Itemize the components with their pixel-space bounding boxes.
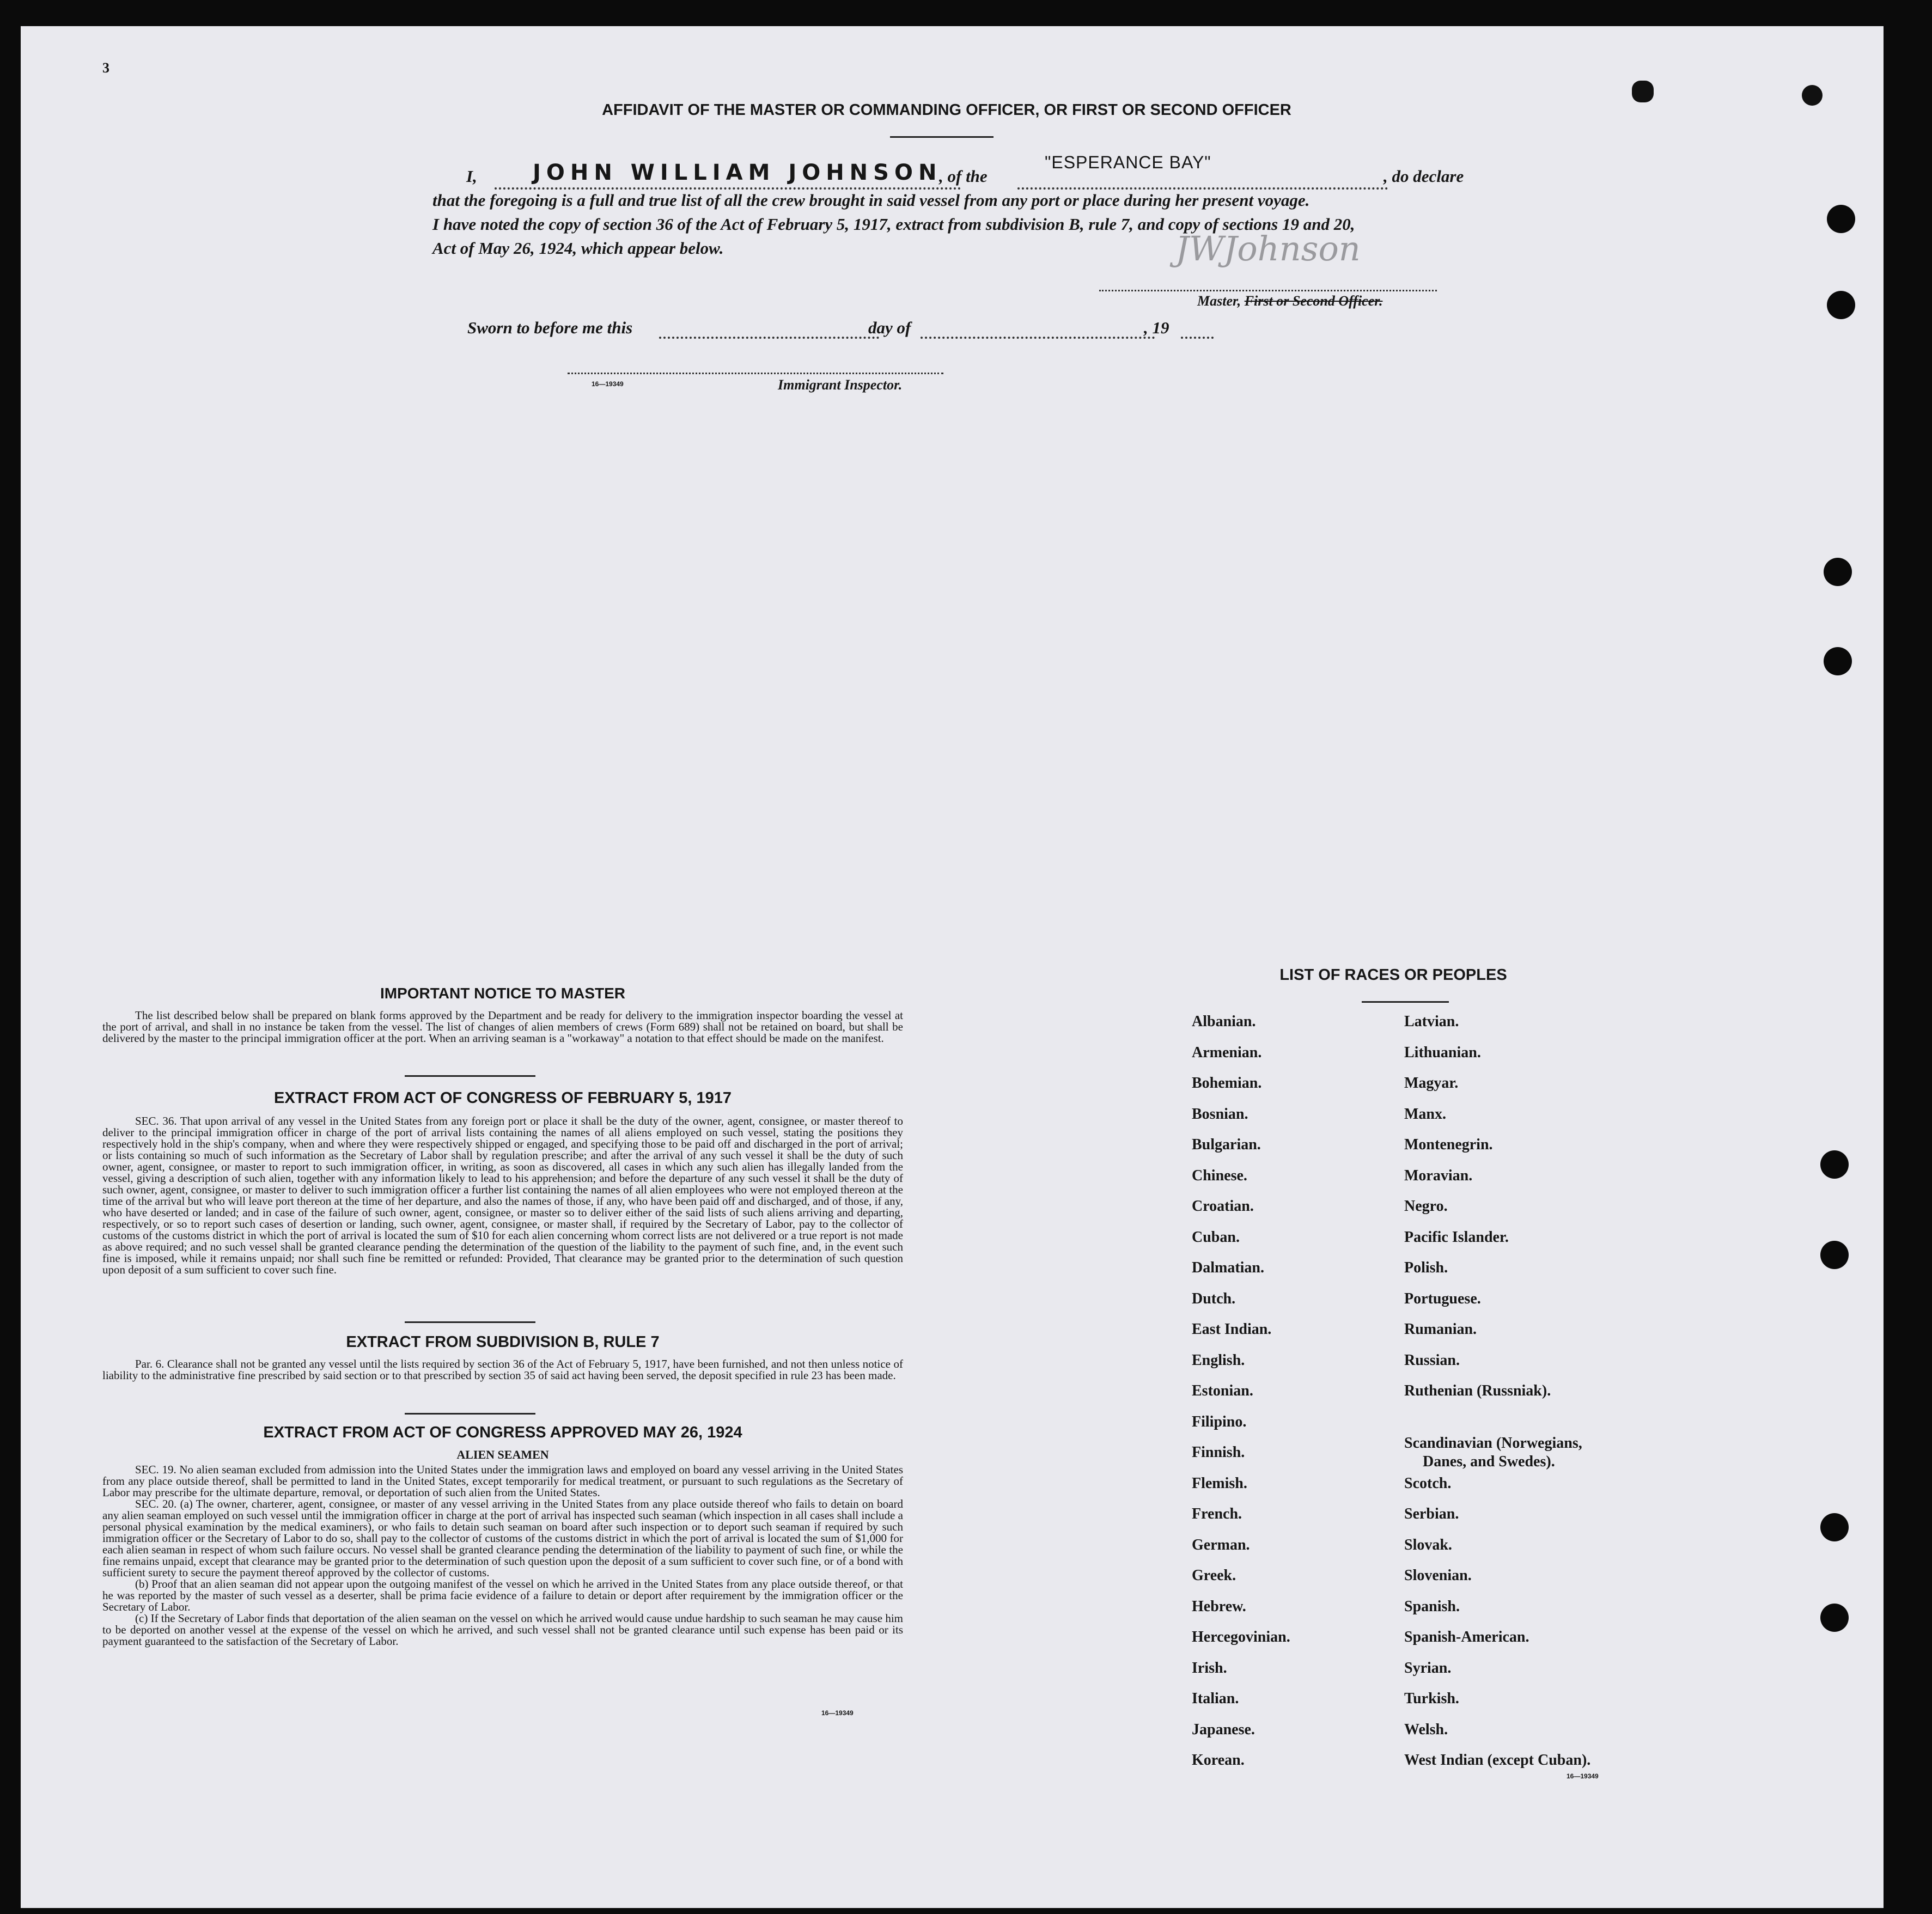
race-item: Slovak. [1404, 1536, 1452, 1553]
races-underline [1362, 1001, 1449, 1003]
race-item: Estonian. [1192, 1382, 1253, 1399]
race-item: Greek. [1192, 1567, 1236, 1584]
punch-hole [1820, 1604, 1849, 1632]
sec20b-text: (b) Proof that an alien seaman did not appear upon the outgoing manifest of the vessel on which he arrived in the United States from any place outside thereof, or that he was reported by the master of such vessel as a deserter, shall be prima facie evidence of a failure to detain or deport after requirement by the immigration officer or the Secretary of Labor. [102, 1577, 903, 1613]
race-item: Spanish. [1404, 1598, 1460, 1615]
race-item: Slovenian. [1404, 1567, 1472, 1584]
race-item: Ruthenian (Russniak). [1404, 1382, 1551, 1399]
extract-1924-body [102, 1464, 903, 1647]
inspector-line [568, 373, 943, 374]
race-item: Scandinavian (Norwegians, [1404, 1435, 1582, 1452]
race-item: Montenegrin. [1404, 1136, 1493, 1153]
punch-hole [1820, 1513, 1849, 1541]
races-title: LIST OF RACES OR PEOPLES [1279, 966, 1507, 984]
affidavit-i: I, [466, 167, 477, 186]
master-label [1197, 293, 1382, 309]
affidavit-line2: that the foregoing is a full and true list of all the crew brought in said vessel from any port or place during her present voyage. [432, 191, 1310, 210]
extract-1917-body [102, 1116, 903, 1276]
race-item: Cuban. [1192, 1228, 1240, 1246]
race-item: Italian. [1192, 1690, 1239, 1707]
race-item: Scotch. [1404, 1474, 1452, 1492]
race-item: Chinese. [1192, 1167, 1247, 1184]
section-divider [405, 1321, 535, 1323]
notice-body [102, 1010, 903, 1044]
race-item: Filipino. [1192, 1413, 1247, 1430]
race-item: Pacific Islander. [1404, 1228, 1509, 1246]
affidavit-line3: I have noted the copy of section 36 of the Act of February 5, 1917, extract from subdivision B, rule 7, and copy of sections 19 and 20, [432, 215, 1355, 234]
affidavit-of-the: , of the [939, 167, 988, 186]
master-name: JOHN WILLIAM JOHNSON [533, 160, 942, 185]
extract-rule7-body [102, 1358, 903, 1381]
race-item: Flemish. [1192, 1474, 1247, 1492]
race-item: Korean. [1192, 1752, 1245, 1769]
section-divider [405, 1075, 535, 1077]
punch-hole [1827, 205, 1855, 233]
sec36-text: SEC. 36. That upon arrival of any vessel in the United States from any foreign port or place it shall be the duty of the owner, agent, consignee, or master thereof to deliver to the principal immigration officer in charge of the port of arrival lists containing the names of all aliens employed on such vessel, stating the positions they respectively hold in the ship's company, when and where they were respectively shipped or engaged, and specifying those to be paid off and discharged in the port of arrival; or lists containing so much of such information as the Secretary of Labor shall by regulation prescribe; and after the arrival of any such vessel it shall be the duty of such owner, agent, consignee, or master to report to such immigration officer, in writing, as soon as discovered, all cases in which any such alien has illegally landed from the vessel, giving a description of such alien, together with any information likely to lead to his apprehension; and before the departure of any such vessel it shall be the duty of such owner, agent, consignee, or master to deliver to such immigration officer a further list containing the names of all alien employees who were not employed thereon at the time of the arrival but who will leave port thereon at the time of her departure, and also the names of those, if any, who have been paid off and discharged, and of those, if any, who have deserted or landed; and in case of the failure of such owner, agent, consignee, or master so to deliver either of the said lists of such aliens arriving and departing, respectively, or so to report such cases of desertion or landing, such owner, agent, consignee, or master shall, if required by the Secretary of Labor, pay to the collector of customs of the customs district in which the port of arrival is located the sum of $10 for each alien concerning whom correct lists are not delivered or a true report is not made as above required; and no such vessel shall be granted clearance pending the determination of the question of the liability to the payment of such fine, and, in the event such fine is imposed, while it remains unpaid; nor shall such fine be remitted or refunded: Provided, That clearance may be granted prior to the determination of such question upon deposit of a sum sufficient to cover such fine. [102, 1114, 903, 1276]
race-item: Finnish. [1192, 1444, 1245, 1461]
affidavit-title: AFFIDAVIT OF THE MASTER OR COMMANDING OFFICER, OR FIRST OR SECOND OFFICER [602, 101, 1291, 119]
race-item: Polish. [1404, 1259, 1448, 1276]
sec20c-text: (c) If the Secretary of Labor finds that deportation of the alien seaman on the vessel on which he arrived would cause undue hardship to such seaman he may cause him to be deported on another vessel at the expense of the vessel on which he arrived, and such vessel shall not be granted clearance until such expense has been paid or its payment guaranteed to the satisfaction of the Secretary of Labor. [102, 1612, 903, 1648]
races-list [1192, 1013, 1736, 1808]
master-signature: JWJohnson [1175, 229, 1361, 269]
affidavit-line4: Act of May 26, 1924, which appear below. [432, 239, 724, 258]
race-item: Magyar. [1404, 1075, 1459, 1092]
race-item: Hercegovinian. [1192, 1629, 1290, 1645]
notice-text: The list described below shall be prepared on blank forms approved by the Department and be ready for delivery to the immigration inspector boarding the vessel at the port of arrival, and shall in no instance be taken from the vessel. The list of changes of alien members of crews (Form 689) shall not be retained on board, but shall be delivered by the master to the principal immigration officer at the port. When an arriving seaman is a "workaway" a notation to that effect should be made on the manifest. [102, 1009, 903, 1045]
race-item: Latvian. [1404, 1013, 1459, 1030]
extract-1924-title: EXTRACT FROM ACT OF CONGRESS APPROVED MAY 26, 1924 [263, 1424, 742, 1441]
race-item: Dutch. [1192, 1290, 1236, 1307]
alien-seamen-subtitle: ALIEN SEAMEN [456, 1448, 549, 1461]
title-underline [890, 136, 994, 138]
sec19-text: SEC. 19. No alien seaman excluded from admission into the United States under the immigration laws and employed on board any vessel arriving in the United States from any place outside thereof, shall be permitted to land in the United States, except temporarily for medical treatment, or pursuant to such regulations as the Secretary of Labor may prescribe for the ultimate departure, removal, or deportation of such alien from the United States. [102, 1463, 903, 1499]
race-item: Japanese. [1192, 1721, 1255, 1738]
race-item: Rumanian. [1404, 1321, 1477, 1338]
race-item: Bulgarian. [1192, 1136, 1261, 1153]
par6-text: Par. 6. Clearance shall not be granted any vessel until the lists required by section 36 of the Act of February 5, 1917, have been furnished, and not then unless notice of liability to the administrative fine prescribed by said section or to that prescribed by section 35 of said act having been served, the deposit specified in rule 23 has been made. [102, 1357, 903, 1382]
sworn-year-line [1181, 337, 1214, 339]
race-item: Moravian. [1404, 1167, 1473, 1184]
sworn-day-line [659, 337, 879, 339]
race-item: Negro. [1404, 1198, 1448, 1215]
race-item: Portuguese. [1404, 1290, 1481, 1307]
punch-hole [1824, 558, 1852, 586]
punch-hole [1820, 1241, 1849, 1269]
race-item: German. [1192, 1536, 1250, 1553]
race-item: Croatian. [1192, 1198, 1254, 1215]
punch-hole [1827, 291, 1855, 319]
name-line [495, 187, 961, 190]
race-item: Lithuanian. [1404, 1044, 1481, 1061]
notice-title: IMPORTANT NOTICE TO MASTER [380, 985, 626, 1002]
race-item: Albanian. [1192, 1013, 1256, 1030]
extract-1917-title: EXTRACT FROM ACT OF CONGRESS OF FEBRUARY 5, 1917 [273, 1089, 732, 1107]
vessel-line [1017, 187, 1388, 190]
race-item: Armenian. [1192, 1044, 1262, 1061]
document-sheet [21, 26, 1884, 1908]
inspector-label: Immigrant Inspector. [778, 377, 903, 393]
race-item: Bohemian. [1192, 1075, 1262, 1092]
corner-mark: 3 [102, 60, 109, 76]
races-form-code: 16—19349 [1567, 1772, 1599, 1780]
section-divider [405, 1413, 535, 1415]
punch-hole [1820, 1150, 1849, 1179]
ink-blot [1632, 81, 1654, 102]
sec20a-text: SEC. 20. (a) The owner, charterer, agent, consignee, or master of any vessel arriving in the United States from any place outside thereof who fails to detain on board any alien seaman employed on such vessel until the immigration officer in charge at the port of arrival has inspected such seaman (which inspection in all cases shall include a personal physical examination by the medical examiners), or who fails to detain such seaman on board after such inspection or to deport such seaman if required by such immigration officer or the Secretary of Labor to do so, shall pay to the collector of customs of the customs district in which the port of arrival is located the sum of $1,000 for each alien seaman in respect of whom such failure occurs. No vessel shall be granted clearance pending the determination of the liability to payment of such fine, or while the fine remains unpaid, except that clearance may be granted prior to the determination of such question upon the deposit of a sum sufficient to cover such fine, or of a bond with sufficient surety to secure the payment thereof approved by the collector of customs. [102, 1497, 903, 1579]
extract-rule7-title: EXTRACT FROM SUBDIVISION B, RULE 7 [346, 1333, 660, 1351]
race-item: Spanish-American. [1404, 1629, 1529, 1645]
sworn-text: Sworn to before me this [467, 318, 633, 337]
race-item: Dalmatian. [1192, 1259, 1264, 1276]
vessel-name-stamp: "ESPERANCE BAY" [1045, 153, 1211, 172]
race-item: Welsh. [1404, 1721, 1448, 1738]
sworn-month-line [921, 337, 1155, 339]
sworn-year: , 19 [1144, 318, 1169, 337]
race-item: West Indian (except Cuban). [1404, 1752, 1591, 1769]
race-item: Syrian. [1404, 1659, 1452, 1677]
race-item: Bosnian. [1192, 1105, 1248, 1123]
officer-struck-text: First or Second Officer. [1244, 293, 1383, 309]
race-item: Manx. [1404, 1105, 1446, 1123]
race-item: Russian. [1404, 1351, 1460, 1369]
race-item: English. [1192, 1351, 1245, 1369]
race-item: Irish. [1192, 1659, 1227, 1677]
form-code: 16—19349 [592, 380, 624, 388]
signature-line [1099, 290, 1437, 291]
sworn-day-of: day of [868, 318, 911, 337]
affidavit-declare: , do declare [1384, 167, 1464, 186]
race-item: Danes, and Swedes). [1423, 1453, 1555, 1470]
ink-blot [1802, 85, 1823, 106]
race-item: Serbian. [1404, 1505, 1459, 1522]
punch-hole [1824, 647, 1852, 675]
race-item: East Indian. [1192, 1321, 1272, 1338]
form-code-bottom: 16—19349 [821, 1709, 854, 1717]
master-word: Master, [1197, 293, 1241, 309]
race-item: Turkish. [1404, 1690, 1459, 1707]
race-item: French. [1192, 1505, 1242, 1522]
race-item: Hebrew. [1192, 1598, 1246, 1615]
